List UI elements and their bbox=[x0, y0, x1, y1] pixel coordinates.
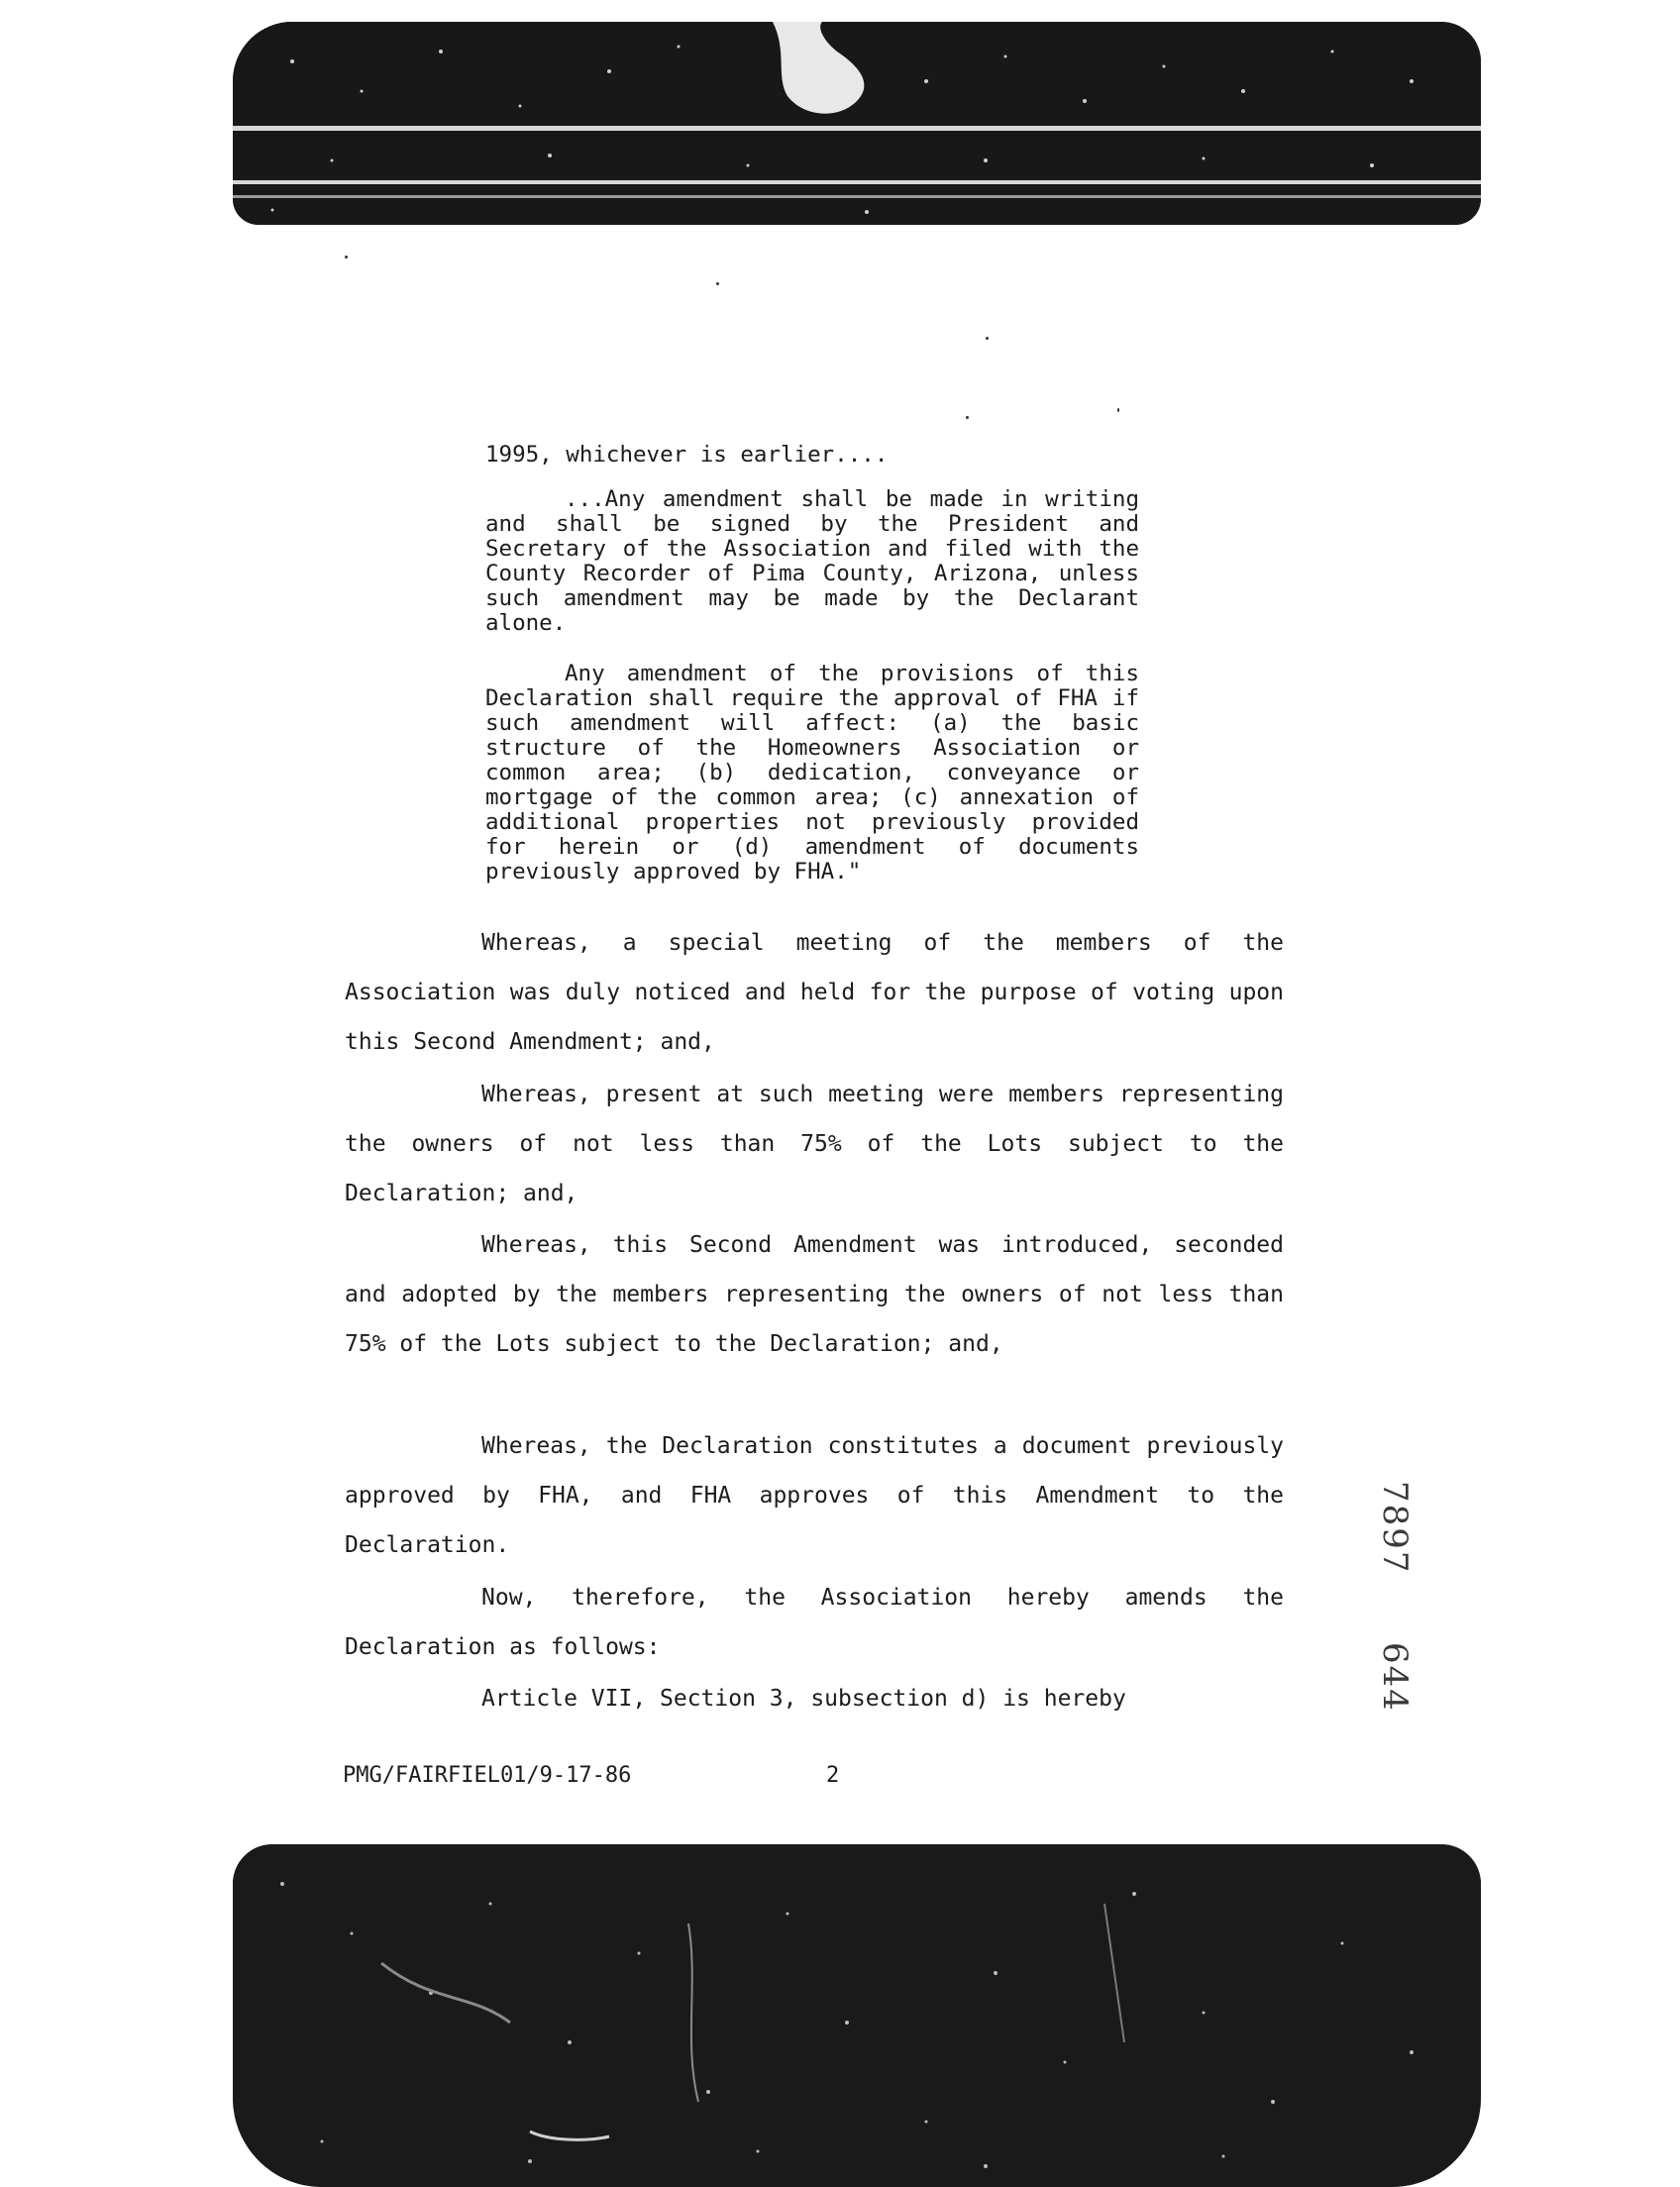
document-footer-code: PMG/FAIRFIEL01/9-17-86 bbox=[343, 1763, 632, 1788]
quote-first-line: 1995, whichever is earlier.... bbox=[485, 442, 889, 468]
scan-speck bbox=[966, 416, 969, 419]
scan-speck bbox=[986, 337, 989, 340]
scan-noise-top bbox=[233, 22, 1481, 225]
scan-artifact-top-band bbox=[233, 22, 1481, 225]
quote-paragraph-amendment-signing: ...Any amendment shall be made in writing and shall be signed by the President and Secretary of the Association and filed with the County Recorder of Pima County, Arizona, unless such amendment may be made by the Declarant alone. bbox=[485, 486, 1139, 636]
scan-speck bbox=[716, 282, 719, 285]
body-paragraph-fha-approval: Whereas, the Declaration constitutes a document previously approved by FHA, and FHA approves of this Amendment to the Declaration. bbox=[345, 1433, 1284, 1558]
body-paragraph-adoption: Whereas, this Second Amendment was introduced, seconded and adopted by the members representing the owners of not less than 75% of the Lots subject to the Declaration; and, bbox=[345, 1232, 1284, 1357]
quote-paragraph-fha-approval: Any amendment of the provisions of this Declaration shall require the approval of FHA if such amendment will affect: (a) the basic structure of the Homeowners Association or common area; (b) dedication, conveyance or mortgage of the common area; (c) annexation of additional properties not previously provided for herein or (d) amendment of documents previously approved by FHA." bbox=[485, 661, 1139, 885]
body-paragraph-members-present: Whereas, present at such meeting were members representing the owners of not less than 75% of the Lots subject to the Declaration; and, bbox=[345, 1082, 1284, 1206]
page-number: 2 bbox=[826, 1763, 840, 1788]
recording-page-number: 644 bbox=[1375, 1642, 1415, 1713]
body-paragraph-special-meeting: Whereas, a special meeting of the members of the Association was duly noticed and held for the purpose of voting upon this Second Amendment; and, bbox=[345, 930, 1284, 1055]
recording-docket-number: 7897 bbox=[1375, 1481, 1415, 1575]
scan-speck bbox=[345, 256, 348, 259]
body-paragraph-article-vii: Article VII, Section 3, subsection d) is hereby bbox=[481, 1686, 1126, 1712]
scan-noise-bottom bbox=[233, 1844, 1481, 2187]
body-paragraph-now-therefore: Now, therefore, the Association hereby amends the Declaration as follows: bbox=[345, 1585, 1284, 1660]
scan-speck bbox=[1117, 408, 1119, 412]
scan-artifact-bottom-band bbox=[233, 1844, 1481, 2187]
